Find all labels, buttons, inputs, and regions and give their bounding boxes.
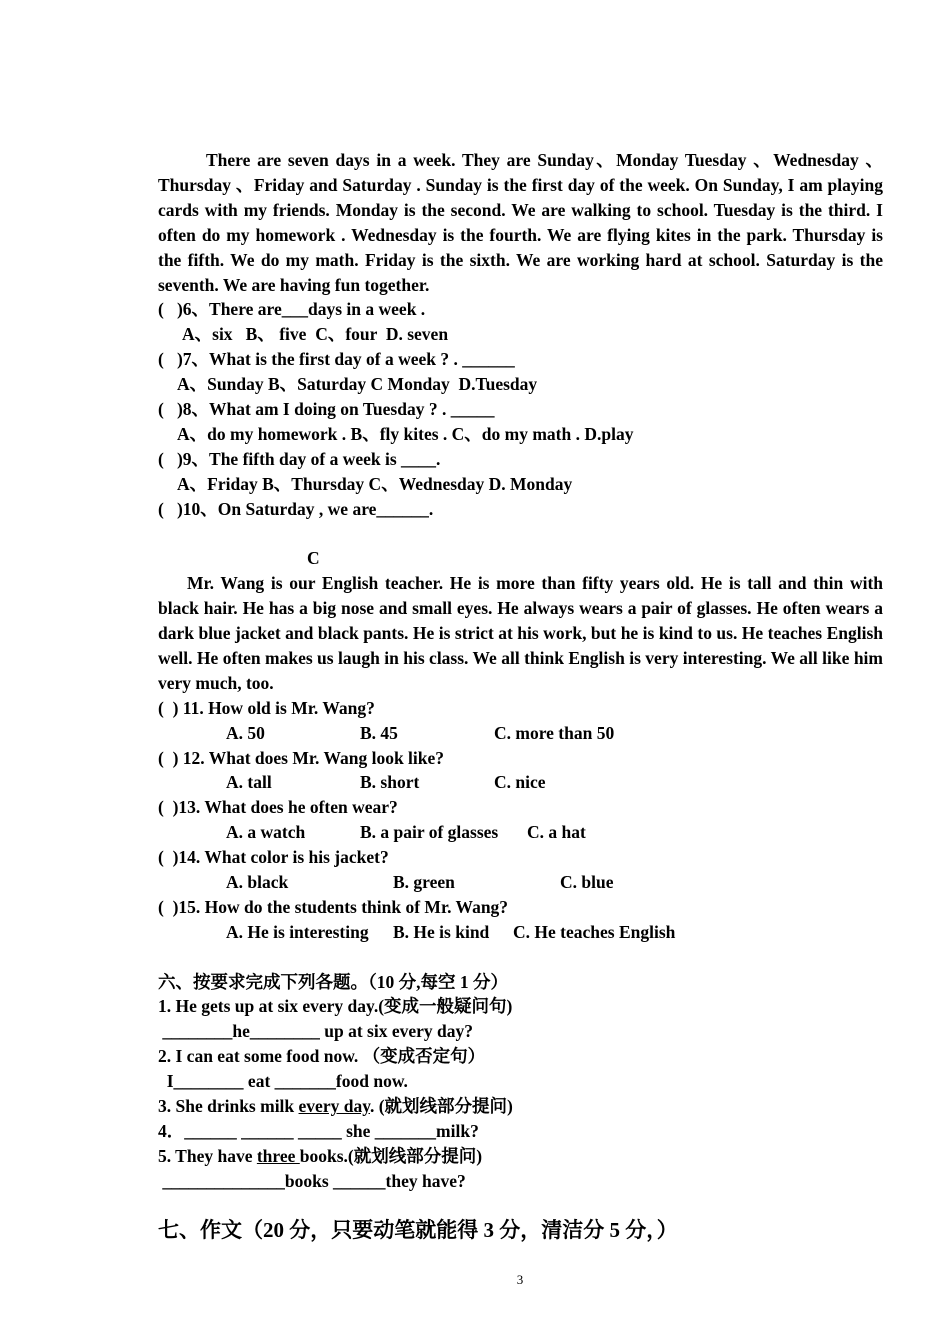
question-8-options: A、do my homework . B、fly kites . C、do my math . D.play — [177, 423, 634, 444]
q5-suffix: books.(就划线部分提问) — [299, 1145, 483, 1166]
section-6-q5 — [158, 1144, 883, 1169]
question-13-stem: ( )13. What does he often wear? — [158, 797, 398, 818]
question-7-stem: ( )7、What is the first day of a week ? . ______ — [158, 349, 515, 370]
passage-b-text: There are seven days in a week. They are Sunday、Monday Tuesday 、Wednesday 、Thursday 、Friday and Saturday . Sunday is the first day of the week. On Sunday, I am playing cards with my friends. Monday is the second. We are walking to school. Tuesday is the third. I often do my homework . Wednesday is the fourth. We are flying kites in the park. Thursday is the fifth. We do my math. Friday is the sixth. We are working hard at school. Saturday is the seventh. We are having fun together. — [158, 150, 883, 295]
q5-prefix: 5. They have — [158, 1145, 257, 1166]
question-12-options — [158, 770, 883, 795]
option-b: B. He is kind — [393, 921, 490, 942]
option-c: C. more than 50 — [494, 722, 615, 743]
page-number: 3 — [516, 1272, 524, 1287]
question-13-options — [158, 820, 883, 845]
question-6-options: A、six B、 five C、four D. seven — [182, 324, 449, 345]
question-12-stem: ( ) 12. What does Mr. Wang look like? — [158, 747, 445, 768]
option-a: A. 50 — [226, 722, 265, 743]
section-6-q5-answer: ______________books ______they have? — [158, 1170, 466, 1191]
option-a: A. He is interesting — [226, 921, 369, 942]
option-a: A. tall — [226, 772, 272, 793]
page-content — [158, 148, 883, 1194]
option-c: C. nice — [494, 772, 546, 793]
section-6-title: 六、按要求完成下列各题。（10 分,每空 1 分） — [158, 971, 508, 992]
section-6-q2: 2. I can eat some food now. （变成否定句） — [158, 1046, 486, 1067]
passage-c-text: Mr. Wang is our English teacher. He is more than fifty years old. He is tall and thin with black hair. He has a big nose and small eyes. He always wears a pair of glasses. He often wears a dark blue jacket and black pants. He is strict at his work, but he is kind to us. He teaches English well. He often makes us laugh in his class. We all think English is very interesting. We all like him very much, too. — [158, 573, 883, 693]
option-c: C. a hat — [527, 822, 586, 843]
section-6-q1: 1. He gets up at six every day.(变成一般疑问句) — [158, 996, 513, 1017]
option-b: B. a pair of glasses — [360, 822, 499, 843]
option-b: B. 45 — [360, 722, 398, 743]
question-10-stem: ( )10、On Saturday , we are______. — [158, 498, 434, 519]
section-6-q1-answer: ________he________ up at six every day? — [158, 1021, 473, 1042]
section-7-title: 七、作文（20 分，只要动笔就能得 3 分，清洁分 5 分，） — [158, 1218, 678, 1242]
question-15-options — [158, 920, 883, 945]
question-7-options: A、Sunday B、Saturday C Monday D.Tuesday — [177, 374, 538, 395]
question-14-options — [158, 870, 883, 895]
option-a: A. black — [226, 872, 289, 892]
section-6-q2-answer: I________ eat _______food now. — [158, 1071, 408, 1092]
section-c-heading: C — [307, 548, 320, 569]
question-9-stem: ( )9、The fifth day of a week is ____. — [158, 448, 441, 469]
question-11-options — [158, 721, 883, 746]
section-6-q3 — [158, 1094, 883, 1119]
section-6-q4: 4．______ ______ _____ she _______milk? — [158, 1120, 479, 1141]
option-b: B. green — [393, 872, 455, 892]
option-c: C. blue — [560, 872, 614, 892]
question-14-stem: ( )14. What color is his jacket? — [158, 847, 389, 868]
question-11-stem: ( ) 11. How old is Mr. Wang? — [158, 697, 375, 718]
option-b: B. short — [360, 772, 420, 793]
question-6-stem: ( )6、There are___days in a week . — [158, 299, 426, 320]
q3-prefix: 3. She drinks milk — [158, 1096, 299, 1117]
question-8-stem: ( )8、What am I doing on Tuesday ? . _____ — [158, 399, 495, 419]
q3-underlined: every day — [298, 1096, 370, 1117]
option-a: A. a watch — [226, 822, 306, 843]
option-c: C. He teaches English — [513, 921, 676, 942]
question-9-options: A、Friday B、Thursday C、Wednesday D. Monday — [177, 473, 573, 494]
question-15-stem: ( )15. How do the students think of Mr. Wang? — [158, 896, 509, 917]
q5-underlined: three — [256, 1145, 300, 1166]
q3-suffix: . (就划线部分提问) — [369, 1096, 513, 1117]
